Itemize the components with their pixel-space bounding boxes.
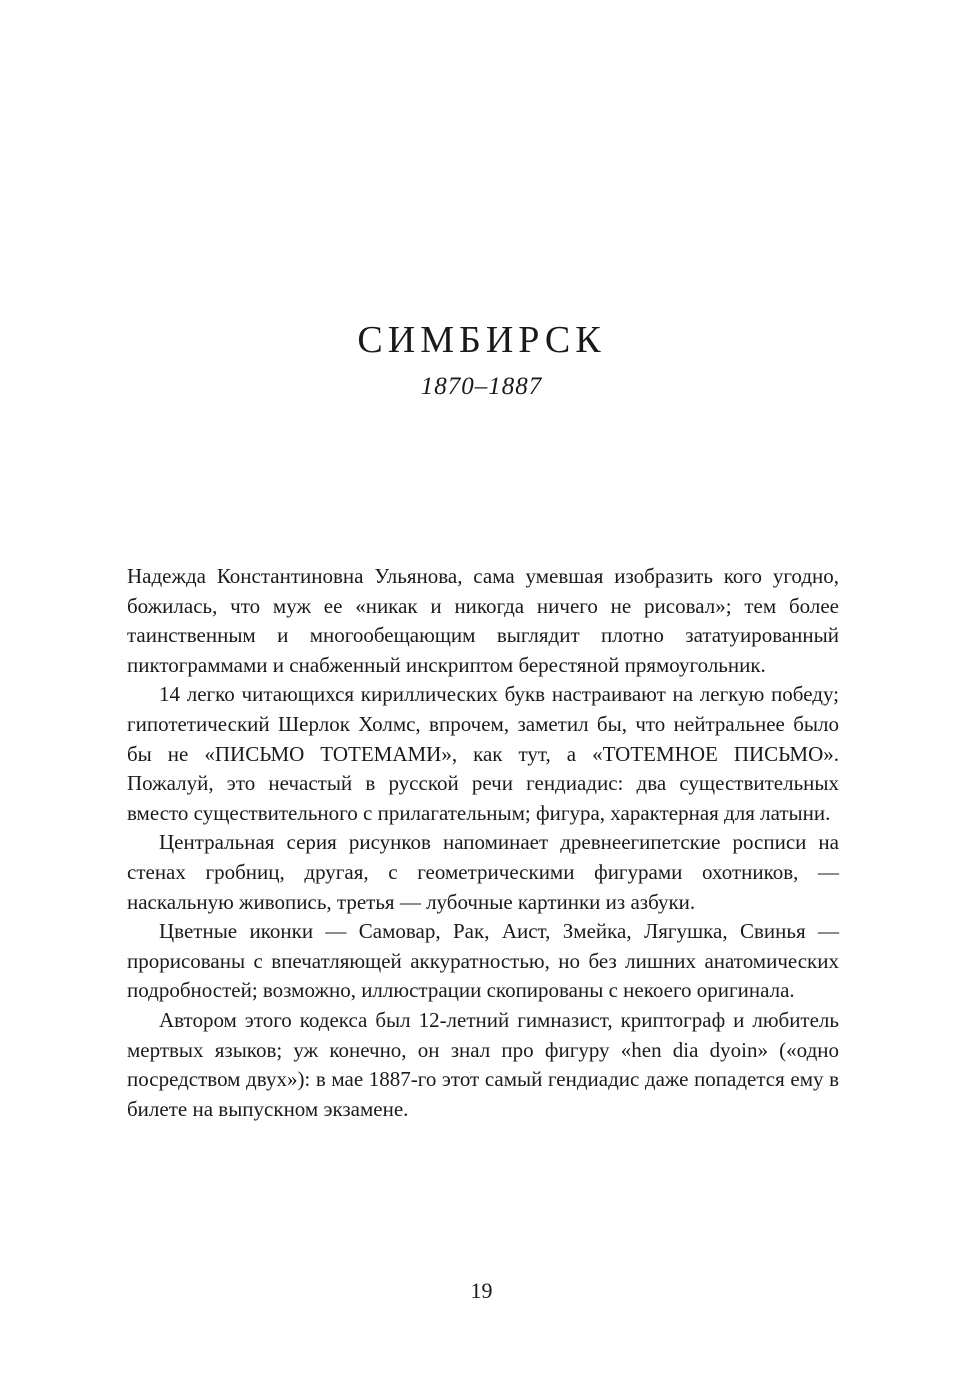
paragraph: Центральная серия рисунков напоминает древнеегипетские росписи на стенах гробниц, другая, с геометрическими фигурами охотников, — наскальную живопись, третья — лубочные картинки из азбуки. [127,830,839,914]
paragraph: Надежда Константиновна Ульянова, сама умевшая изобразить кого угодно, божилась, что муж ее «никак и никогда ничего не рисовал»; тем более таинственным и многообещающим выглядит плотно зататуированный пиктограммами и снабженный инскриптом берестяной прямоугольник. [127,564,839,677]
paragraph: 14 легко читающихся кириллических букв настраивают на легкую победу; гипотетический Шерлок Холмс, впрочем, заметил бы, что нейтральнее было бы не «ПИСЬМО ТОТЕМАМИ», как тут, а «ТОТЕМНОЕ ПИСЬМО». Пожалуй, это нечастый в русской речи гендиадис: два существительных вместо существительного с прилагательным; фигура, характерная для латыни. [127,682,839,825]
body-text [127,562,839,1124]
page-number: 19 [470,1278,493,1303]
chapter-heading [0,318,963,402]
paragraph: Автором этого кодекса был 12-летний гимназист, криптограф и любитель мертвых языков; уж конечно, он знал про фигуру «hen dia dyoin» («одно посредством двух»): в мае 1887-го этот самый гендиадис даже попадется ему в билете на выпускном экзамене. [127,1007,839,1121]
chapter-years: 1870–1887 [420,372,543,400]
paragraph: Цветные иконки — Самовар, Рак, Аист, Змейка, Лягушка, Свинья — прорисованы с впечатляющей аккуратностью, но без лишних анатомических подробностей; возможно, иллюстрации скопированы с некоего оригинала. [127,919,839,1003]
chapter-title: СИМБИРСК [357,319,606,361]
